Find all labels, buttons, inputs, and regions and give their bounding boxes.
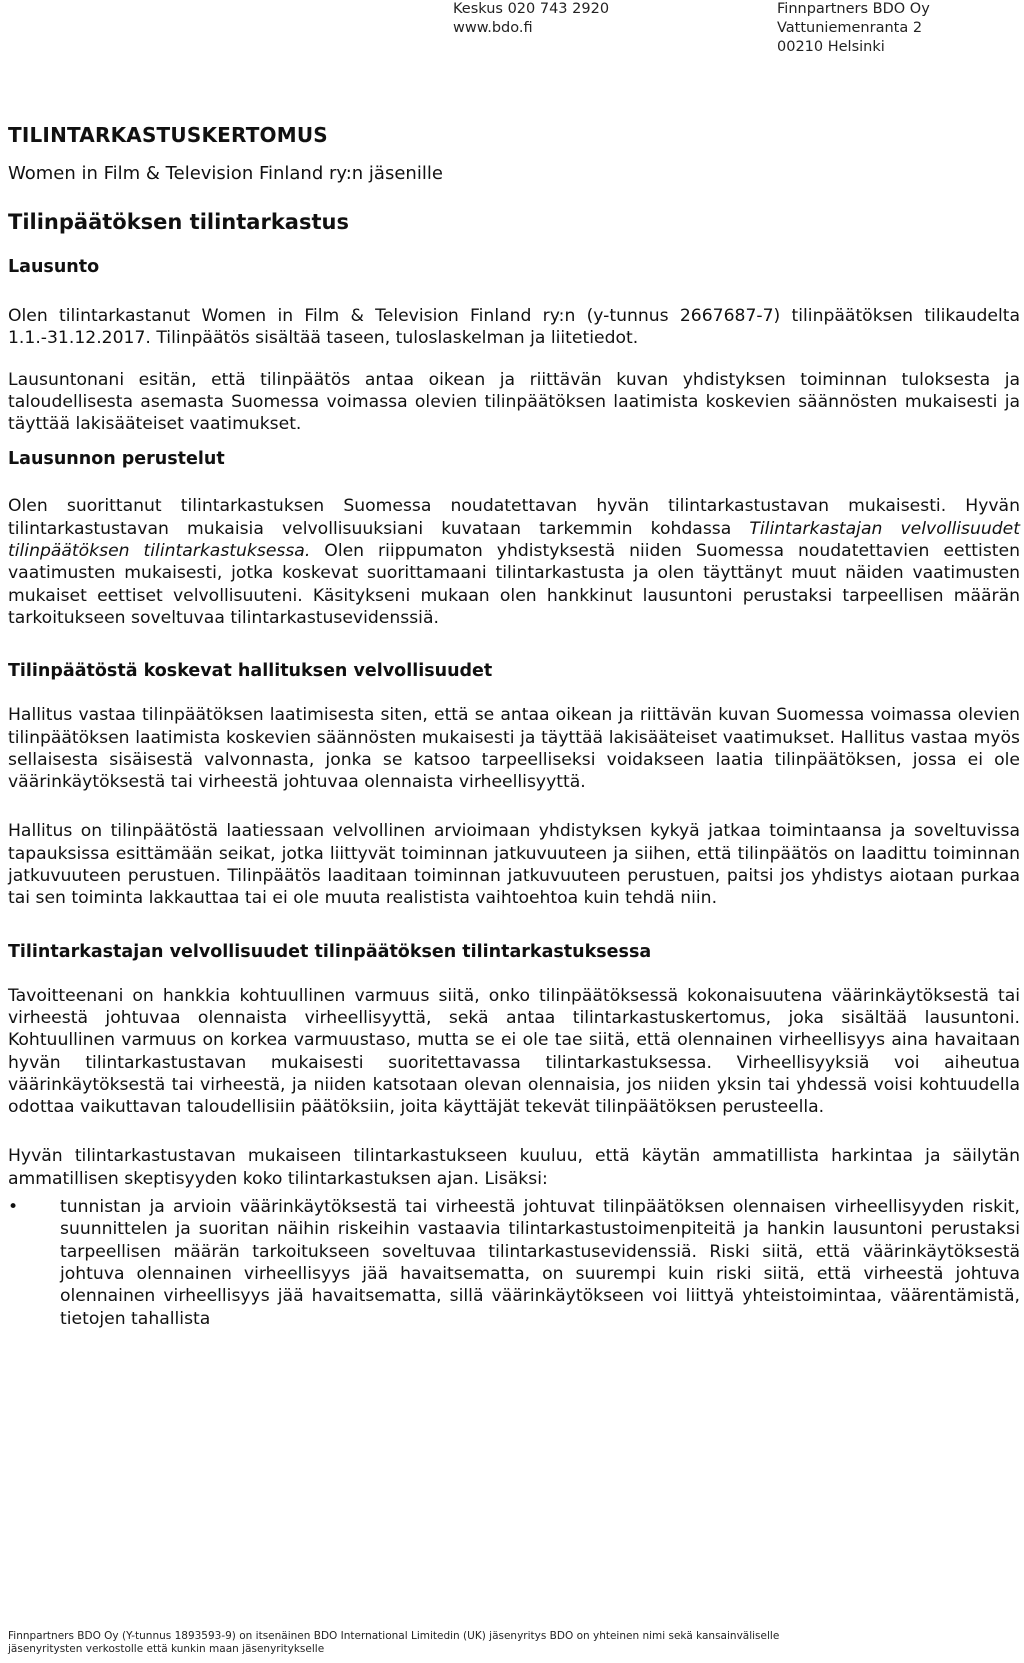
basis-reference: Tilintarkastajan velvollisuudet tilinpäätöksen tilintarkastuksessa. [8, 518, 1020, 562]
footer [8, 1630, 908, 1656]
bullet-text: tunnistan ja arvioin väärinkäytöksestä tai virheestä johtuvat tilinpäätöksen olennaisen virheellisyyden riskit, suunnittelen ja suoritan näihin riskeihin vastaavia tilintarkastustoimenpiteitä ja hankin lausuntoni perustaksi tarpeellisen määrän tarkoitukseen soveltuvaa tilintarkastusevidenssiä. Riski siitä, että väärinkäytöksestä johtuva olennainen virheellisyys jää havaitsematta, on suurempi kuin riski siitä, että virheestä johtuva olennainen virheellisyys jää havaitsematta, sillä väärinkäytökseen voi liittyä yhteistoimintaa, väärentämistä, tietojen tahallista [60, 1197, 1020, 1329]
header-city: 00210 Helsinki [777, 39, 885, 55]
opinion-paragraph-1: Olen tilintarkastanut Women in Film & Television Finland ry:n (y-tunnus 2667687-7) tilinpäätöksen tilikaudelta 1.1.-31.12.2017. Tilinpäätös sisältää taseen, tuloslaskelman ja liitetiedot. [8, 306, 1020, 349]
report-title: TILINTARKASTUSKERTOMUS [8, 123, 328, 147]
auditor-paragraph-1: Tavoitteenani on hankkia kohtuullinen varmuus siitä, onko tilinpäätöksessä kokonaisuutena väärinkäytöksestä tai virheestä johtuvaa olennaista virheellisyyttä, sekä antaa tilintarkastuskertomus, joka sisältää lausuntoni. Kohtuullinen varmuus on korkea varmuustaso, mutta se ei ole tae siitä, että olennainen virheellisyys aina havaitaan hyvän tilintarkastustavan mukaisesti suoritettavassa tilintarkastuksessa. Virheellisyyksiä voi aiheutua väärinkäytöksestä tai virheestä, ja niiden katsotaan olevan olennaisia, jos niiden yksin tai yhdessä voisi kohtuudella odottaa vaikuttavan taloudellisiin päätöksiin, joita käyttäjät tekevät tilinpäätöksen perusteella. [8, 985, 1020, 1118]
report-addressee: Women in Film & Television Finland ry:n jäsenille [8, 163, 443, 184]
header-website: www.bdo.fi [453, 20, 533, 36]
header-contact [453, 0, 609, 38]
opinion-heading: Lausunto [8, 257, 100, 277]
basis-paragraph-1 [8, 495, 1020, 629]
board-paragraph-1: Hallitus vastaa tilinpäätöksen laatimisesta siten, että se antaa oikean ja riittävän kuvan Suomessa voimassa olevien tilinpäätöksen laatimista koskevien säännösten mukaisesti ja täyttää lakisääteiset vaatimukset. Hallitus vastaa myös sellaisesta sisäisestä valvonnasta, jonka se katsoo tarpeelliseksi voidakseen laatia tilinpäätöksen, jossa ei ole väärinkäytöksestä tai virheestä johtuvaa olennaista virheellisyyttä. [8, 705, 1020, 793]
list-item [8, 1196, 1020, 1330]
footer-line-1: Finnpartners BDO Oy (Y-tunnus 1893593-9) on itsenäinen BDO International Limitedin (UK) jäsenyritys BDO on yhteinen nimi sekä kansainväliselle [8, 1630, 780, 1642]
footer-line-2: jäsenyritysten verkostolle että kunkin maan jäsenyritykselle [8, 1643, 325, 1655]
section-title: Tilinpäätöksen tilintarkastus [8, 210, 349, 234]
header-street: Vattuniemenranta 2 [777, 20, 923, 36]
auditor-paragraph-2: Hyvän tilintarkastustavan mukaiseen tilintarkastukseen kuuluu, että käytän ammatillista harkintaa ja säilytän ammatillisen skeptisyyden koko tilintarkastuksen ajan. Lisäksi: [8, 1146, 1020, 1189]
header-company: Finnpartners BDO Oy [777, 1, 930, 17]
opinion-paragraph-2: Lausuntonani esitän, että tilinpäätös antaa oikean ja riittävän kuvan yhdistyksen toiminnan tuloksesta ja taloudellisesta asemasta Suomessa voimassa olevien tilinpäätöksen laatimista koskevien säännösten mukaisesti ja täyttää lakisääteiset vaatimukset. [8, 369, 1020, 435]
basis-text-b: Olen riippumaton yhdistyksestä niiden Suomessa noudatettavien eettisten vaatimusten mukaisesti, jotka koskevat suorittamaani tilintarkastusta ja olen täyttänyt muut näiden vaatimusten mukaiset eettiset velvollisuuteni. Käsitykseni mukaan olen hankkinut lausuntoni perustaksi tarpeellisen määrän tarkoitukseen soveltuvaa tilintarkastusevidenssiä. [8, 541, 1020, 628]
board-heading: Tilinpäätöstä koskevat hallituksen velvollisuudet [8, 661, 493, 682]
auditor-heading: Tilintarkastajan velvollisuudet tilinpäätöksen tilintarkastuksessa [8, 941, 652, 962]
basis-heading: Lausunnon perustelut [8, 449, 225, 470]
header-phone: Keskus 020 743 2920 [453, 1, 610, 17]
board-paragraph-2: Hallitus on tilinpäätöstä laatiessaan velvollinen arvioimaan yhdistyksen kykyä jatkaa toimintaansa ja soveltuvissa tapauksissa esittämään seikat, jotka liittyvät toiminnan jatkuvuuteen ja siihen, että tilinpäätös on laadittu toiminnan jatkuvuuteen perustuen. Tilinpäätös laaditaan toiminnan jatkuvuuteen perustuen, paitsi jos yhdistys aiotaan purkaa tai sen toiminta lakkauttaa tai ei ole muuta realistista vaihtoehtoa kuin tehdä niin. [8, 821, 1020, 909]
header-address [777, 0, 930, 57]
report-body [8, 122, 1020, 1330]
bullet-symbol: • [8, 1197, 19, 1218]
basis-text-a: Olen suorittanut tilintarkastuksen Suomessa noudatettavan hyvän tilintarkastustavan mukaisesti. Hyvän tilintarkastustavan mukaisia velvollisuuksiani kuvataan tarkemmin kohdassa [8, 496, 1020, 539]
auditor-bullet-list [8, 1196, 1020, 1330]
